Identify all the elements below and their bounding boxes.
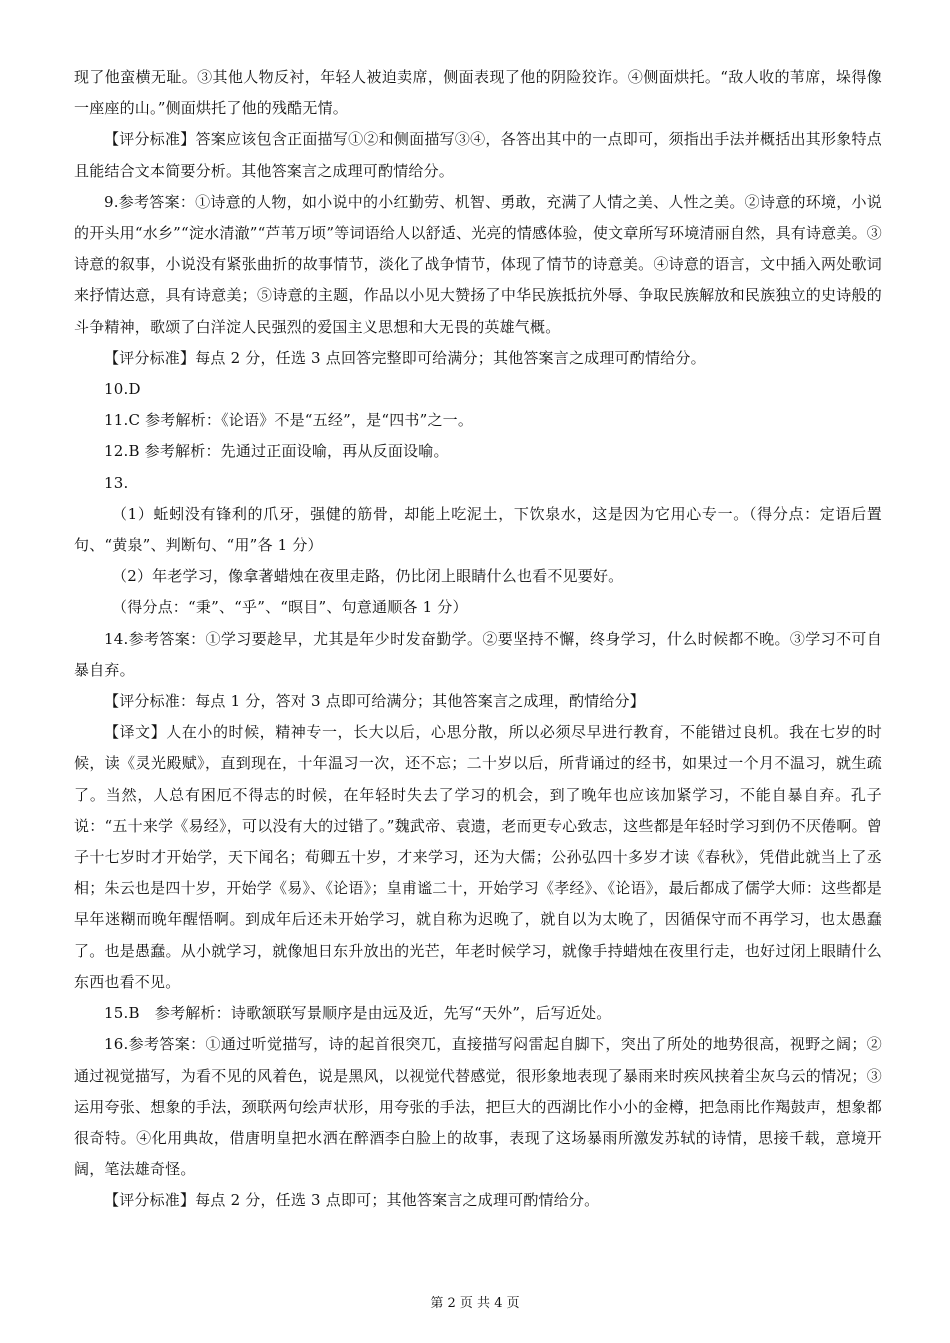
paragraph: 【评分标准：每点 1 分，答对 3 点即可给满分；其他答案言之成理，酌情给分】: [104, 692, 645, 711]
paragraph: （1）蚯蚓没有锋利的爪牙，强健的筋骨，却能上吃泥土，下饮泉水，这是因为它用心专一。（得分点：定语后置句、“黄泉”、判断句、“用”各 1 分）: [74, 504, 882, 555]
paragraph: 【译文】人在小的时候，精神专一，长大以后，心思分散，所以必须尽早进行教育，不能错过良机。我在七岁的时候，读《灵光殿赋》，直到现在，十年温习一次，还不忘；二十岁以后，所背诵过的经书，如果过一个月不温习，就生疏了。当然，人总有困厄不得志的时候，在年轻时失去了学习的机会，到了晚年也应该加紧学习，不能自暴自弃。孔子说：“五十来学《易经》，可以没有大的过错了。”魏武帝、袁遗，老而更专心致志，这些都是年轻时学习到仍不厌倦啊。曾子十七岁时才开始学，天下闻名；荀卿五十岁，才来学习，还为大儒；公孙弘四十多岁才读《春秋》，凭借此就当上了丞相；朱云也是四十岁，开始学《易》、《论语》；皇甫谧二十，开始学习《孝经》、《论语》，最后都成了儒学大师：这些都是早年迷糊而晚年醒悟啊。到成年后还未开始学习，就自称为迟晚了，就自以为太晚了，因循保守而不再学习，也太愚蠢了。也是愚蠢。从小就学习，就像旭日东升放出的光芒，年老时候学习，就像手持蜡烛在夜里行走，也好过闭上眼睛什么东西也看不见。: [74, 723, 882, 991]
paragraph: （得分点：“秉”、“乎”、“暝目”、句意通顺各 1 分）: [112, 598, 468, 617]
paragraph: 【评分标准】答案应该包含正面描写①②和侧面描写③④，各答出其中的一点即可，须指出手法并概括出其形象特点且能结合文本简要分析。其他答案言之成理可酌情给分。: [74, 130, 882, 180]
paragraph: 15.B 参考解析：诗歌颔联写景顺序是由远及近，先写“天外”，后写近处。: [104, 1004, 612, 1023]
paragraph: 12.B 参考解析：先通过正面设喻，再从反面设喻。: [104, 442, 449, 461]
paragraph: 现了他蛮横无耻。③其他人物反衬，年轻人被迫卖席，侧面表现了他的阴险狡诈。④侧面烘托。“敌人收的苇席，垛得像一座座的山。”侧面烘托了他的残酷无情。: [74, 68, 882, 118]
paragraph: 11.C 参考解析：《论语》不是“五经”，是“四书”之一。: [104, 411, 474, 430]
paragraph: 16.参考答案：①通过听觉描写，诗的起首很突兀，直接描写闷雷起自脚下，突出了所处的地势很高，视野之阔；②通过视觉描写，为看不见的风着色，说是黑风，以视觉代替感觉，很形象地表现了暴雨来时疾风挟着尘灰乌云的情况；③运用夸张、想象的手法，颈联两句绘声状形，用夸张的手法，把巨大的西湖比作小小的金樽，把急雨比作羯鼓声，想象都很奇特。④化用典故，借唐明皇把水洒在醉酒李白脸上的故事，表现了这场暴雨所激发苏轼的诗情，思接千载，意境开阔，笔法雄奇怪。: [74, 1035, 882, 1179]
paragraph: 13.: [104, 473, 129, 492]
paragraph: （2）年老学习，像拿著蜡烛在夜里走路，仍比闭上眼睛什么也看不见要好。: [112, 567, 624, 586]
paragraph: 【评分标准】每点 2 分，任选 3 点即可；其他答案言之成理可酌情给分。: [104, 1191, 600, 1210]
answer-content: [74, 62, 882, 1217]
page-footer: 第 2 页 共 4 页: [430, 1296, 520, 1311]
paragraph: 10.D: [104, 380, 141, 399]
paragraph: 9.参考答案：①诗意的人物，如小说中的小红勤劳、机智、勇敢，充满了人情之美、人性之美。②诗意的环境，小说的开头用“水乡”“淀水清澈”“芦苇万顷”等词语给人以舒适、光亮的情感体验，使文章所写环境清丽自然，具有诗意美。③诗意的叙事，小说没有紧张曲折的故事情节，淡化了战争情节，体现了情节的诗意美。④诗意的语言，文中插入两处歌词来抒情达意，具有诗意美；⑤诗意的主题，作品以小见大赞扬了中华民族抵抗外辱、争取民族解放和民族独立的史诗般的斗争精神，歌颂了白洋淀人民强烈的爱国主义思想和大无畏的英雄气概。: [74, 192, 882, 336]
paragraph: 14.参考答案：①学习要趁早，尤其是年少时发奋勤学。②要坚持不懈，终身学习，什么时候都不晚。③学习不可自暴自弃。: [74, 629, 882, 679]
paragraph: 【评分标准】每点 2 分，任选 3 点回答完整即可给满分；其他答案言之成理可酌情给分。: [104, 348, 706, 367]
